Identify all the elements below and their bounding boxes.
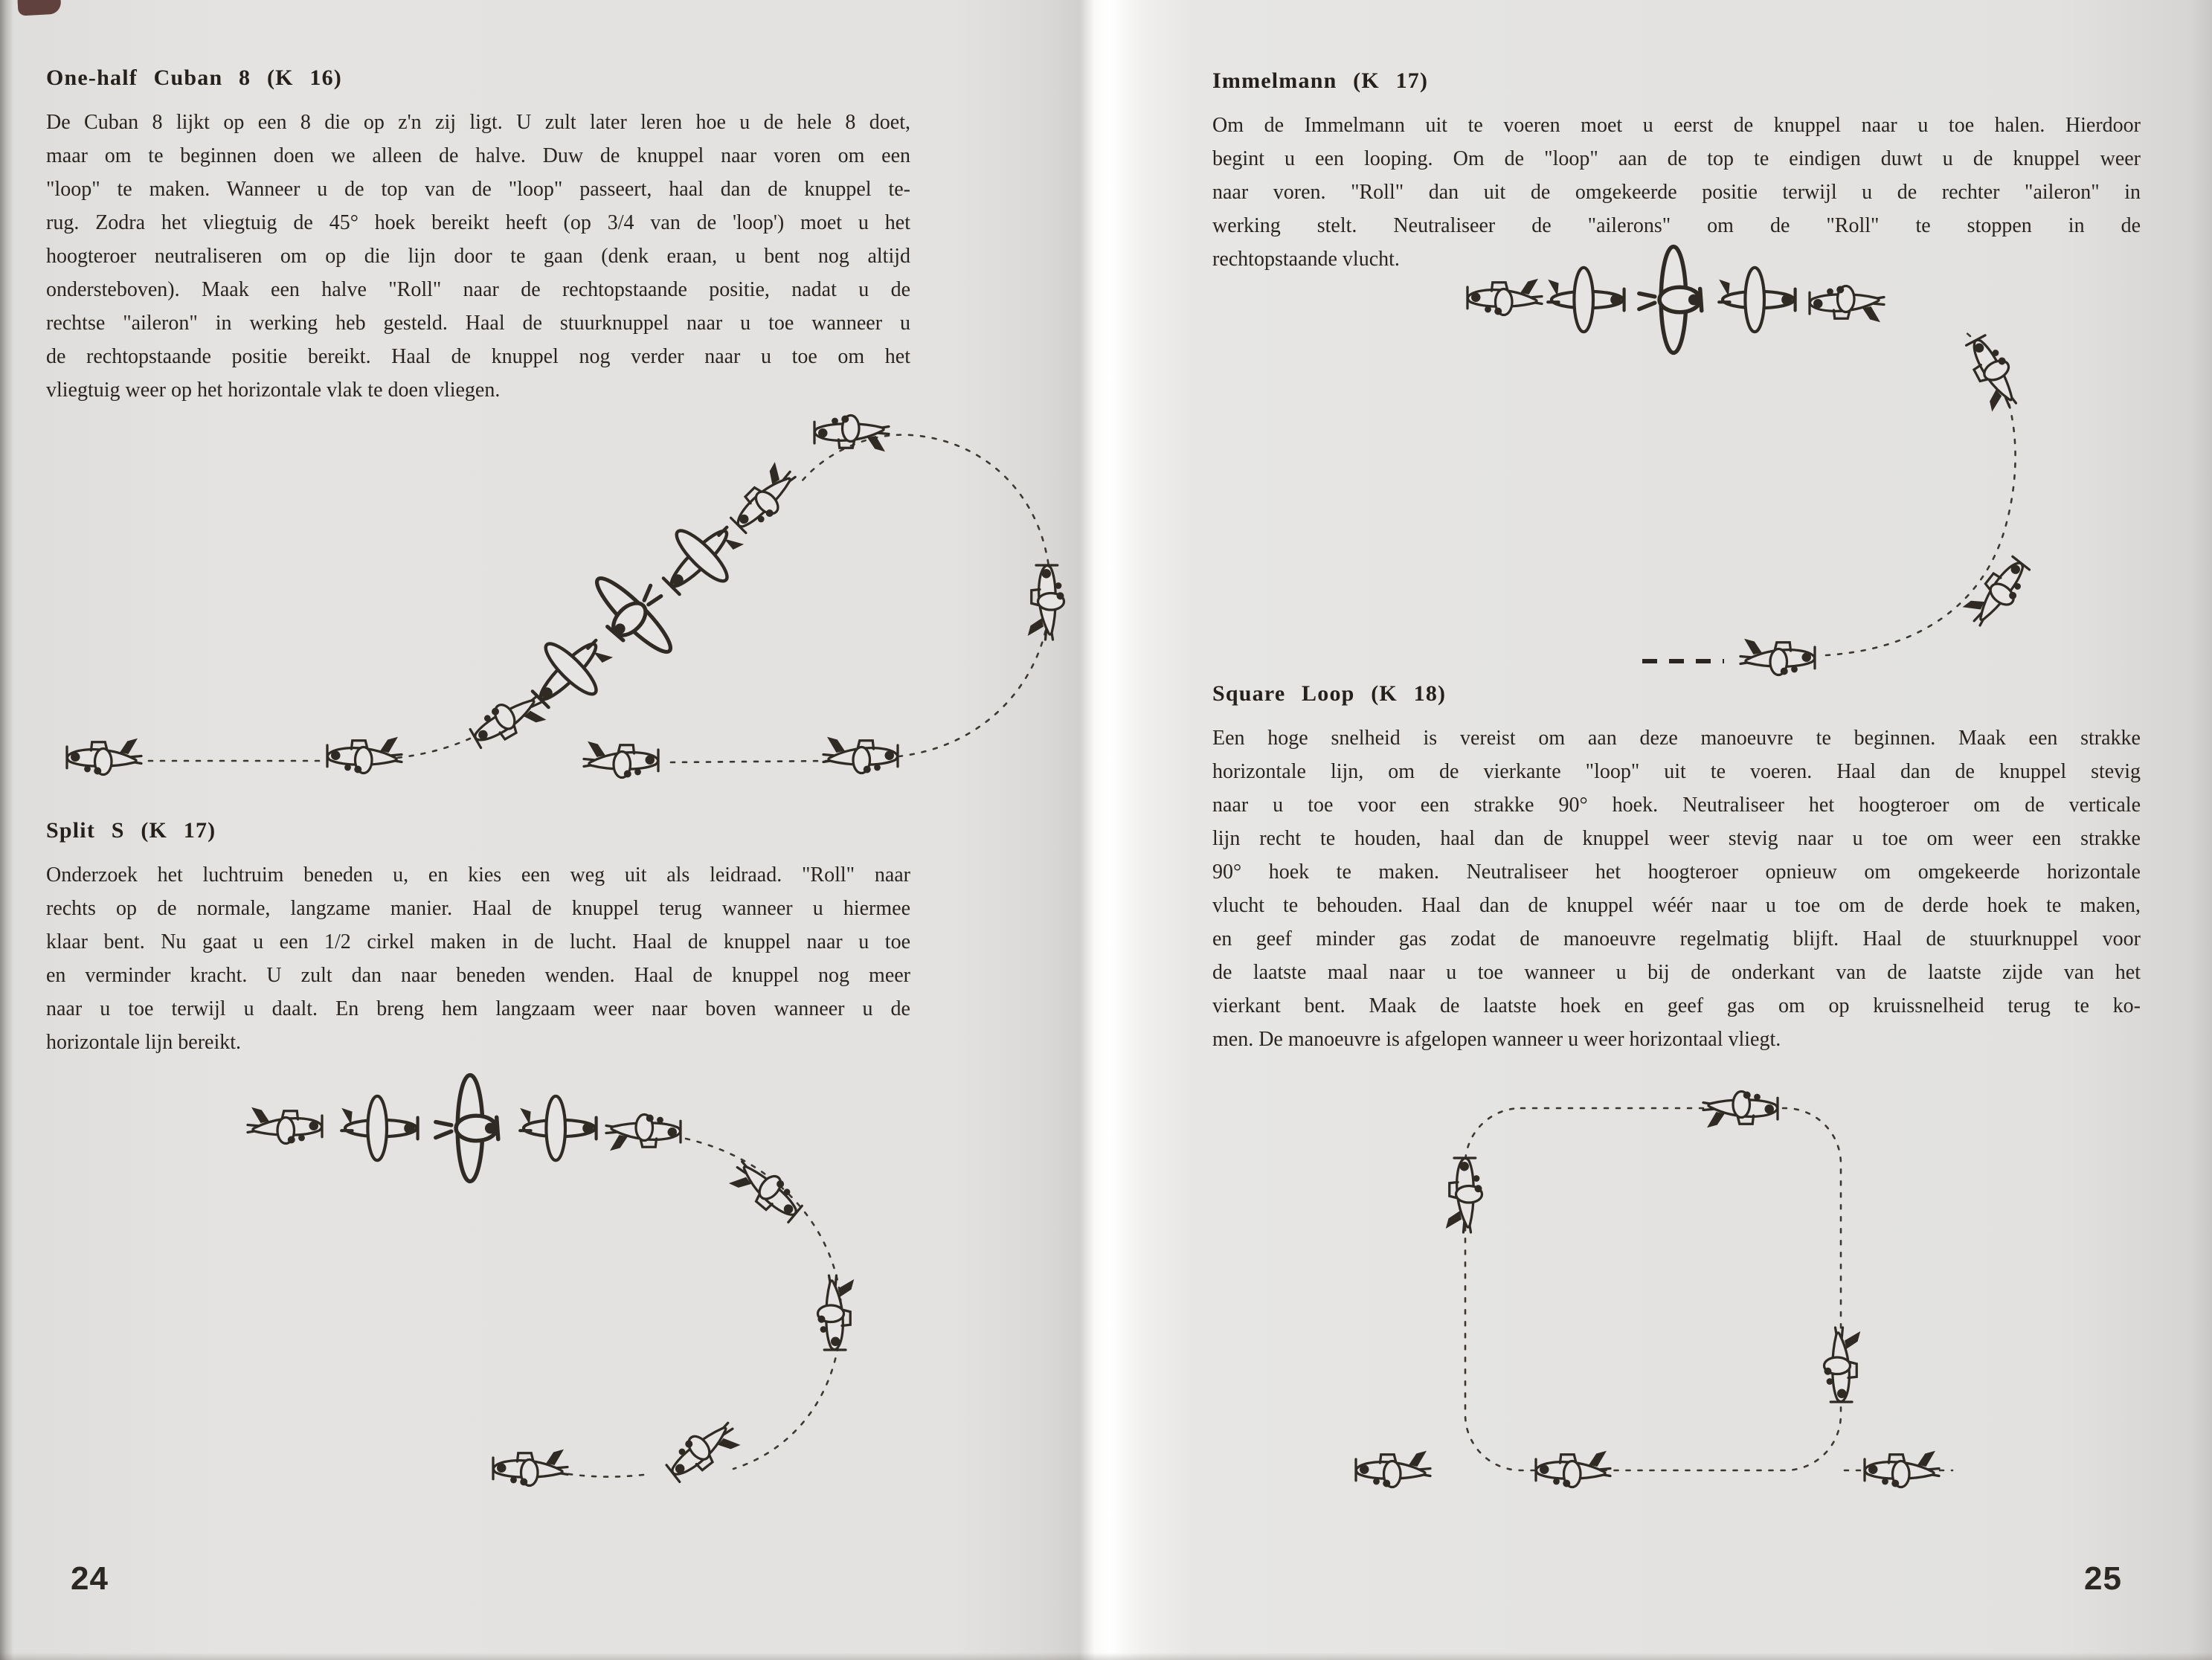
text-line: "loop" te maken. Wanneer u de top van de "loop" passeert, haal dan de knuppel te- — [46, 178, 910, 201]
text-line: maar om te beginnen doen we alleen de halve. Duw de knuppel naar voren om een — [46, 144, 910, 167]
airplane-icon — [1810, 286, 1884, 323]
text-line: naar voren. "Roll" dan uit de omgekeerde positie terwijl u de rechter "aileron" in — [1212, 181, 2141, 204]
airplane-icon — [1703, 1092, 1778, 1128]
airplane-icon — [1740, 639, 1815, 675]
text-line: de rechtopstaande positie bereikt. Haal de knuppel nog verder naar u toe om het — [46, 345, 910, 368]
immelmann-diagram — [1406, 257, 2164, 681]
airplane-icon — [1356, 1451, 1430, 1487]
text-line: Om de Immelmann uit te voeren moet u eerst de knuppel naar u toe halen. Hierdoor — [1212, 114, 2141, 137]
airplane-icon — [818, 1275, 855, 1350]
text-line: werking stelt. Neutraliseer de "ailerons" om de "Roll" te stoppen in de — [1212, 214, 2141, 237]
airplane-icon — [327, 737, 402, 773]
airplane-icon — [1824, 1328, 1861, 1402]
airplane-icon — [467, 686, 550, 755]
flight-path — [1465, 1108, 1841, 1470]
ink-smudge — [17, 0, 61, 16]
text-line: De Cuban 8 lijkt op een 8 die op z'n zij ligt. U zult later leren hoe u de hele 8 doet, — [46, 111, 910, 134]
airplane-icon — [1467, 279, 1542, 315]
text-line: hoogteroer neutraliseren om op die lijn door te gaan (denk eraan, u bent nog altijd — [46, 245, 910, 268]
flight-path — [671, 761, 832, 762]
scan-left-edge-shadow — [0, 0, 13, 1660]
flight-path — [564, 1473, 643, 1477]
airplane-icon — [67, 739, 141, 775]
airplane-icon — [663, 1414, 744, 1488]
text-line: naar u toe terwijl u daalt. En breng hem langzaam weer naar boven wanneer u de — [46, 997, 910, 1020]
airplane-icon — [606, 1115, 681, 1151]
page-number-left: 24 — [71, 1560, 109, 1597]
flight-path — [802, 435, 1050, 756]
text-line: vierkant bent. Maak de laatste hoek en geef gas om op kruissnelheid terug te ko- — [1212, 994, 2141, 1017]
heading-split-s: Split S (K 17) — [46, 818, 216, 843]
page-number-right: 25 — [2084, 1560, 2122, 1597]
airplane-icon — [1960, 551, 2034, 632]
paragraph-square-loop — [1212, 721, 2141, 1056]
text-line: de laatste maal naar u toe wanneer u bij de onderkant van de laatste zijde van het — [1212, 961, 2141, 984]
airplane-icon — [520, 1096, 596, 1160]
airplane-icon — [1719, 268, 1795, 332]
heading-one-half-cuban-8: One-half Cuban 8 (K 16) — [46, 65, 342, 90]
heading-square-loop: Square Loop (K 18) — [1212, 681, 1447, 706]
text-line: rug. Zodra het vliegtuig de 45° hoek bereikt heeft (op 3/4 van de 'loop') moet u het — [46, 211, 910, 234]
scan-bottom-edge-shadow — [0, 1653, 2212, 1660]
airplane-icon — [1536, 1451, 1610, 1487]
airplane-icon — [1959, 332, 2026, 415]
airplane-icon — [1639, 247, 1702, 353]
text-line: Een hoge snelheid is vereist om aan deze manoeuvre te beginnen. Maak een strakke — [1212, 727, 2141, 750]
text-line: men. De manoeuvre is afgelopen wanneer u weer horizontaal vliegt. — [1212, 1028, 1781, 1051]
paragraph-one-half-cuban-8 — [46, 106, 910, 407]
airplane-icon — [1028, 565, 1064, 640]
split-s-diagram — [208, 1067, 878, 1543]
text-line: vlucht te behouden. Haal dan de knuppel wéér naar u toe om de derde hoek te maken, — [1212, 894, 2141, 917]
text-line: en verminder kracht. U zult dan naar beneden wenden. Haal de knuppel nog meer — [46, 964, 910, 987]
one-half-cuban-8-diagram — [30, 413, 1071, 800]
text-line: horizontale lijn, om de vierkante "loop" uit te voeren. Haal dan de knuppel stevig — [1212, 760, 2141, 783]
paragraph-split-s — [46, 858, 910, 1059]
text-line: lijn recht te houden, haal dan de knuppel weer stevig naar u toe om weer een strakke — [1212, 827, 2141, 850]
text-line: rechtopstaande vlucht. — [1212, 248, 1400, 271]
airplane-icon — [493, 1450, 568, 1486]
text-line: rechts op de normale, langzame manier. Haal de knuppel terug wanneer u hiermee — [46, 897, 910, 920]
airplane-icon — [725, 460, 803, 538]
square-loop-diagram — [1324, 1071, 2142, 1551]
airplane-icon — [248, 1107, 322, 1144]
text-line: klaar bent. Nu gaat u een 1/2 cirkel maken in de lucht. Haal de knuppel naar u toe — [46, 930, 910, 953]
airplane-icon — [436, 1075, 498, 1182]
text-line: horizontale lijn bereikt. — [46, 1031, 242, 1054]
airplane-icon — [341, 1096, 417, 1160]
text-line: ondersteboven). Maak een halve "Roll" naar de rechtopstaande positie, nadat u de — [46, 278, 910, 301]
airplane-icon — [1446, 1158, 1482, 1232]
text-line: vliegtuig weer op het horizontale vlak te doen vliegen. — [46, 379, 501, 402]
text-line: Onderzoek het luchtruim beneden u, en kies een weg uit als leidraad. "Roll" naar — [46, 863, 910, 887]
text-line: begint u een looping. Om de "loop" aan de top te eindigen duwt u de knuppel weer — [1212, 147, 2141, 170]
heading-immelmann: Immelmann (K 17) — [1212, 68, 1429, 93]
text-line: 90° hoek te maken. Neutraliseer het hoogteroer opnieuw om omgekeerde horizontale — [1212, 860, 2141, 884]
airplane-icon — [823, 737, 898, 773]
text-line: rechtse "aileron" in werking heb gesteld. Haal de stuurknuppel naar u toe wanneer u — [46, 312, 910, 335]
airplane-icon — [1865, 1451, 1939, 1487]
text-line: naar u toe voor een strakke 90° hoek. Neutraliseer het hoogteroer om de verticale — [1212, 794, 2141, 817]
airplane-icon — [647, 505, 753, 611]
airplane-icon — [584, 741, 658, 778]
text-line: en geef minder gas zodat de manoeuvre regelmatig blijft. Haal de stuurknuppel voor — [1212, 927, 2141, 950]
airplane-icon — [1548, 268, 1624, 332]
airplane-icon — [726, 1153, 806, 1229]
